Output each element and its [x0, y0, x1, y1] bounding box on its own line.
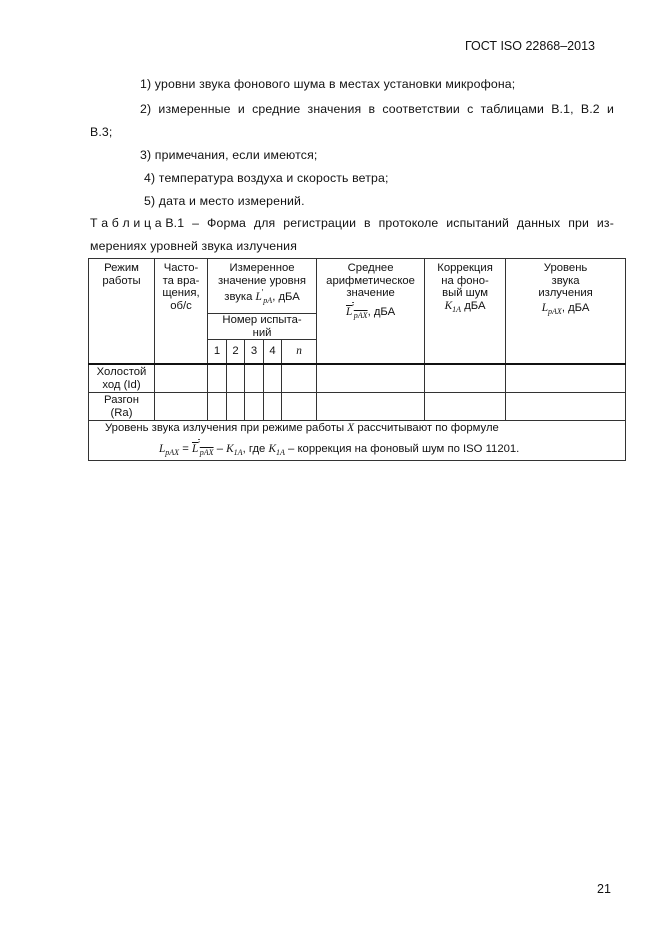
header-test-number: Номер испыта- ний	[208, 314, 317, 340]
header-emission-level: Уровень звука излучения $L_{pAX}$, дБА	[506, 259, 626, 365]
word: средние	[252, 102, 301, 116]
test-number-1: 1	[208, 340, 227, 365]
word: с	[467, 102, 474, 116]
word: В.2	[580, 102, 600, 116]
word: В.1,	[551, 102, 574, 116]
list-item-2-continuation: В.3;	[90, 125, 113, 139]
word: значения	[307, 102, 362, 116]
list-item-2	[140, 102, 614, 116]
word: из-	[596, 216, 614, 230]
test-number-n: n	[282, 340, 317, 365]
word: соответствии	[382, 102, 460, 116]
measurement-form-table	[88, 258, 626, 461]
page-number: 21	[597, 882, 611, 896]
row-label-idle: Холостой ход (Id)	[89, 364, 155, 393]
word: и	[606, 102, 614, 116]
table-note: Уровень звука излучения при режиме работы X рассчитывают по формуле $L_{pAX} = L'_{pAX} - K_{1A}$, где $K_{1A}$ – коррекция на фоновый шум по ISO 11201.	[89, 421, 626, 461]
caption-label: Т а б л и ц а В.1	[90, 216, 185, 230]
word: таблицами	[480, 102, 544, 116]
word: для	[253, 216, 276, 230]
table-row	[89, 364, 626, 393]
word: при	[568, 216, 590, 230]
emission-formula: $L_{pAX} = L'_{pAX} - K_{1A}$, где $K_{1A}$ – коррекция на фоновый шум по ISO 11201.	[159, 439, 520, 457]
word: Форма	[206, 216, 247, 230]
header-measured-level: Измеренное значение уровня звука $L'_{pA}$, дБА	[208, 259, 317, 314]
word: измеренные	[158, 102, 231, 116]
word: и	[237, 102, 245, 116]
list-item-5: 5) дата и место измерений.	[144, 194, 305, 208]
header-mode: Режим работы	[89, 259, 155, 365]
word: в	[368, 102, 376, 116]
test-number-4: 4	[264, 340, 282, 365]
header-arithmetic-mean: Среднее арифметическое значение $L'_{pAX}$, дБА	[317, 259, 425, 365]
test-number-2: 2	[227, 340, 245, 365]
row-label-acceleration: Разгон (Ra)	[89, 393, 155, 421]
header-rotation-frequency: Часто- та вра- щения, об/с	[155, 259, 208, 365]
table-caption	[90, 216, 614, 230]
word: регистрации	[283, 216, 357, 230]
header-background-correction: Коррекция на фоно- вый шум $K_{1A}$ дБА	[425, 259, 506, 365]
list-item-4: 4) температура воздуха и скорость ветра;	[144, 171, 389, 185]
word: испытаний	[446, 216, 510, 230]
word: протоколе	[378, 216, 439, 230]
table-caption-line-2: мерениях уровней звука излучения	[90, 239, 298, 253]
list-item-3: 3) примечания, если имеются;	[140, 148, 318, 162]
document-header: ГОСТ ISO 22868–2013	[464, 39, 595, 53]
word: 2)	[140, 102, 152, 116]
table-row	[89, 393, 626, 421]
word: –	[192, 216, 200, 230]
test-number-3: 3	[245, 340, 264, 365]
word: данных	[516, 216, 561, 230]
list-item-1: 1) уровни звука фонового шума в местах установки микрофона;	[140, 77, 516, 91]
word: в	[364, 216, 371, 230]
